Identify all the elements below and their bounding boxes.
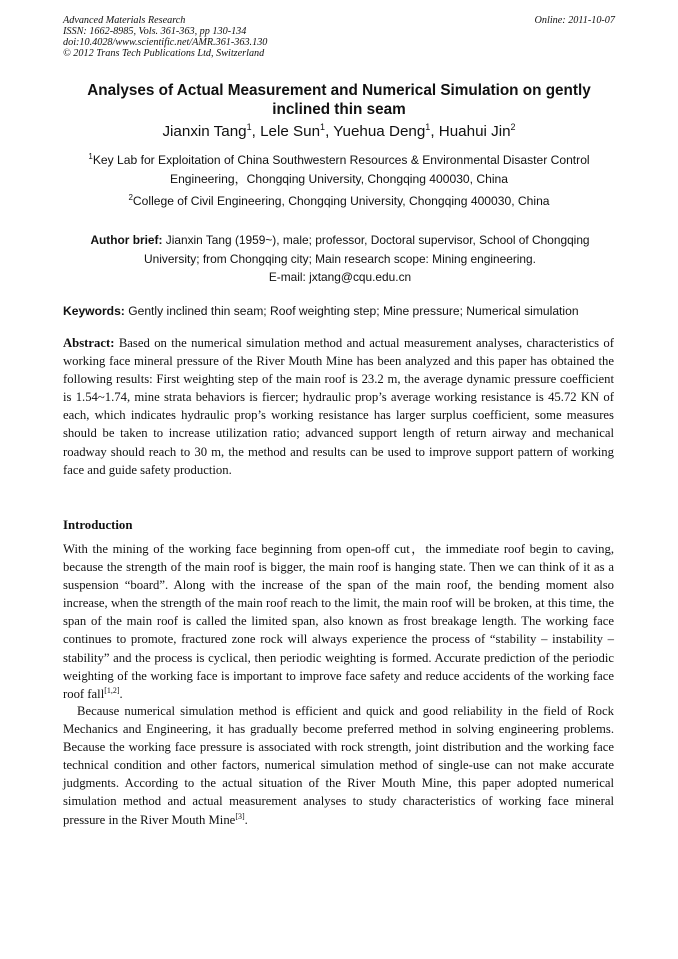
author-brief — [72, 231, 608, 287]
intro-paragraph-2 — [63, 702, 614, 829]
author-affil-sup: 1 — [425, 121, 431, 132]
keywords — [63, 303, 623, 319]
affiliation-1 — [63, 151, 615, 188]
paragraph-end: . — [119, 686, 123, 701]
author-brief-label: Author brief: — [90, 233, 163, 247]
author-affil-sup: 1 — [320, 121, 326, 132]
affiliation-sup: 2 — [128, 192, 133, 202]
author-list — [63, 122, 615, 142]
author-brief-text: Jianxin Tang (1959~), male; professor, Doctoral supervisor, School of Chongqing University; from Chongqing city; Main research scope: Mining engineering. — [144, 233, 590, 266]
keywords-label: Keywords: — [63, 304, 125, 318]
author-separator: , — [251, 123, 261, 140]
author-affil-sup: 2 — [510, 121, 516, 132]
author-email[interactable]: E-mail: jxtang@cqu.edu.cn — [268, 270, 412, 284]
journal-name: Advanced Materials Research — [63, 15, 186, 26]
author-name: Lele Sun — [260, 123, 321, 140]
author-separator: , — [325, 123, 334, 140]
doi-line: doi:10.4028/www.scientific.net/AMR.361-363.130 — [63, 37, 268, 48]
abstract — [63, 334, 614, 479]
author-name: Yuehua Deng — [333, 123, 426, 140]
keywords-text: Gently inclined thin seam; Roof weighting step; Mine pressure; Numerical simulation — [124, 304, 579, 318]
affiliation-2 — [63, 192, 615, 211]
section-heading-introduction: Introduction — [63, 518, 133, 532]
abstract-label: Abstract: — [63, 336, 115, 350]
intro-paragraph-1 — [63, 540, 614, 703]
author-name: Jianxin Tang — [162, 123, 247, 140]
paragraph-text: With the mining of the working face beginning from open-off cut，the immediate roof begin to caving, because the strength of the main roof is bigger, the main roof is hanging state. Then we can think of it as a suspension “board”. Along with the increase of the span of the main roof, the bending moment also increase, when the strength of the main roof reach to the limit, the main roof will be broken, at this time, the span of the main roof is called the limited span, also known as frost breakage length. The working face continues to promote, fractured zone rock will always experience the process of “stability – instability – stability” and the process is cyclical, then periodic weighting is formed. Accurate prediction of the periodic weighting of the working face is important to improve face safety and reduce accidents of the working face roof fall — [63, 542, 614, 701]
citation-ref[interactable]: [1,2] — [104, 685, 120, 695]
paragraph-end: . — [244, 812, 248, 827]
affiliation-text: College of Civil Engineering, Chongqing University, Chongqing 400030, China — [132, 194, 550, 208]
citation-ref[interactable]: [3] — [235, 811, 245, 821]
affiliation-text: Key Lab for Exploitation of China Southwestern Resources & Environmental Disaster Control Engineering，Chongqing University, Chongqing 400030, China — [92, 153, 590, 186]
abstract-text: Based on the numerical simulation method and actual measurement analyses, characteristics of working face mineral pressure of the River Mouth Mine has been analyzed and this paper has obtained the following results: First weighting step of the main roof is 23.2 m, the average dynamic pressure coefficient is 1.54~1.74, mine strata behaviors is fiercer; hydraulic prop’s average working resistance is 45.72 KN of each, which indicates hydraulic prop’s working resistance has larger surplus coefficient, some measures should be taken to increase utilization ratio; advanced support length of return airway and mechanical roadway should reach to 30 m, the method and results can be used to improve support pattern of working face and guide safety production. — [63, 336, 614, 477]
author-affil-sup: 1 — [246, 121, 252, 132]
issn-line: ISSN: 1662-8985, Vols. 361-363, pp 130-134 — [63, 26, 247, 37]
copyright-line: © 2012 Trans Tech Publications Ltd, Switzerland — [63, 48, 265, 59]
author-separator: , — [430, 123, 439, 140]
journal-header — [63, 15, 615, 59]
author-name: Huahui Jin — [438, 123, 511, 140]
online-date: Online: 2011-10-07 — [534, 15, 615, 26]
paper-title: Analyses of Actual Measurement and Numerical Simulation on gently inclined thin seam — [87, 82, 591, 118]
paragraph-text: Because numerical simulation method is efficient and quick and good reliability in the field of Rock Mechanics and Engineering, it has gradually become preferred method in solving engineering problems. Because the working face pressure is associated with rock strength, joint distribution and the working face technical condition and other factors, numerical simulation method of single-use can not make accurate judgments. According to the actual situation of the River Mouth Mine, this paper adopted numerical simulation method and actual measurement analyses to study characteristics of working face mineral pressure in the River Mouth Mine — [63, 704, 614, 827]
affiliation-sup: 1 — [88, 151, 93, 161]
